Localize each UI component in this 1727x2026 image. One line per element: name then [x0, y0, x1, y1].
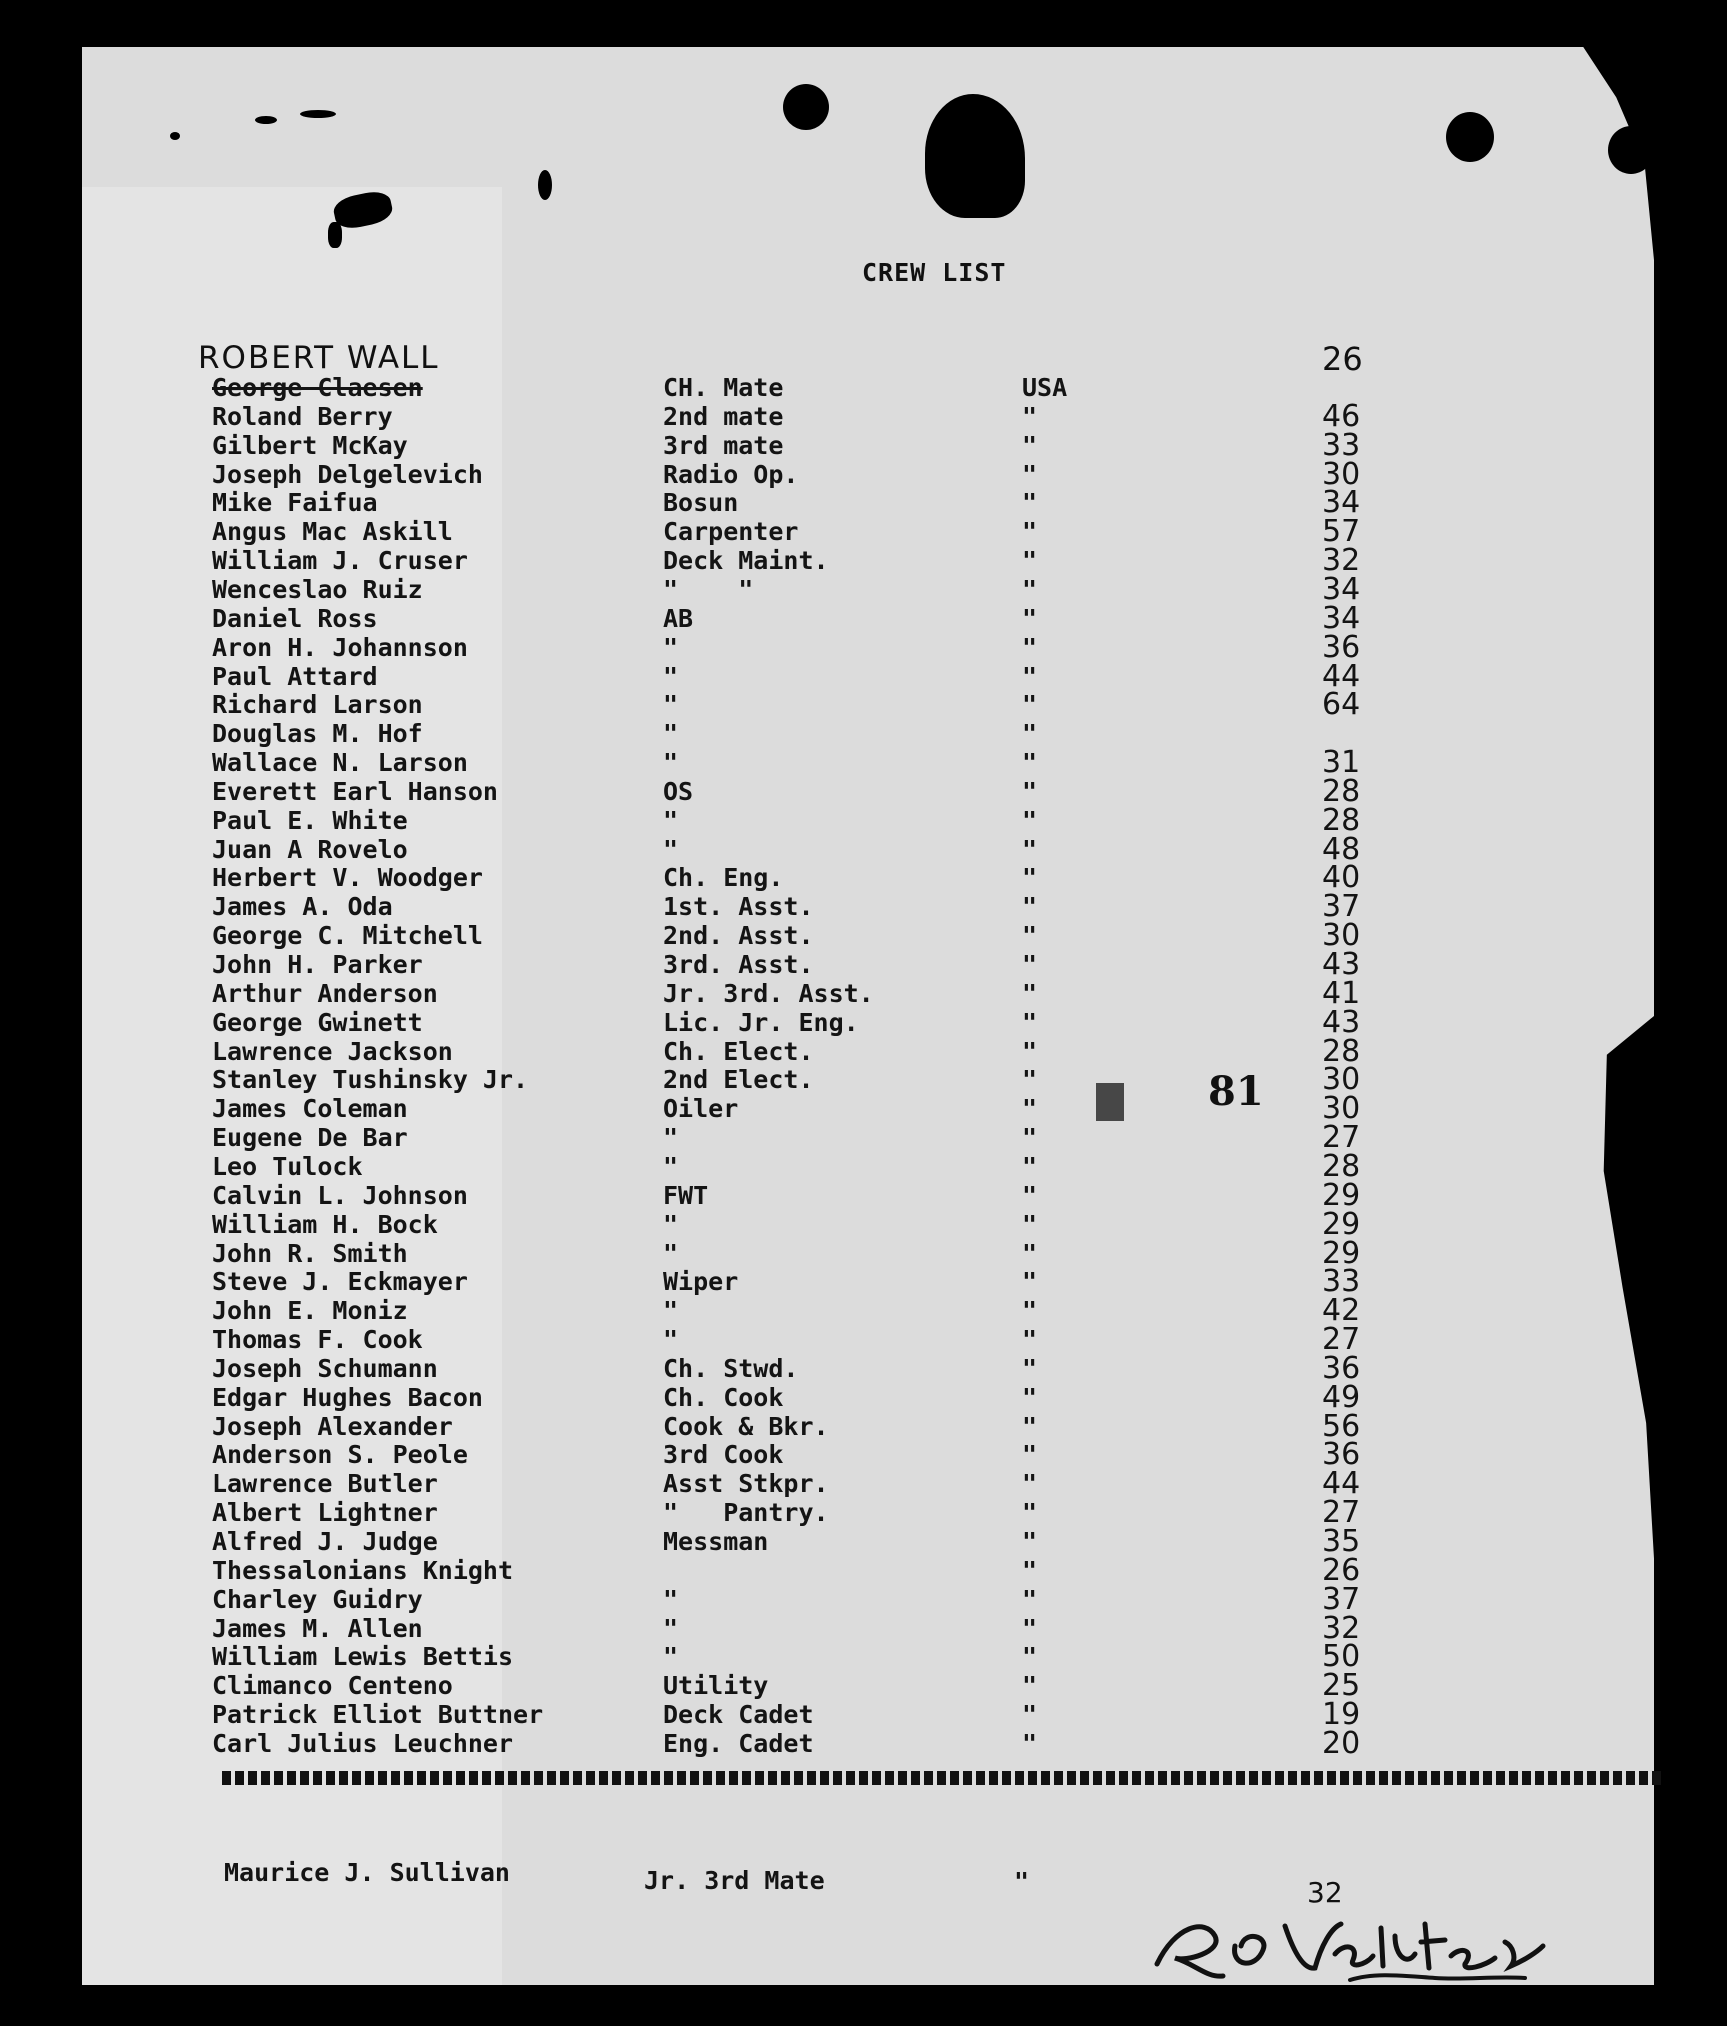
- crew-nationality: ": [1022, 834, 1038, 864]
- crew-age: 40: [1322, 860, 1361, 896]
- ink-blot: [925, 94, 1025, 218]
- crew-age: 27: [1322, 1120, 1361, 1156]
- crew-nationality: ": [1022, 661, 1038, 691]
- crew-row: [0, 1322, 1727, 1358]
- crew-age: 30: [1322, 1062, 1361, 1098]
- crew-nationality: ": [1022, 719, 1038, 749]
- crew-row: [0, 1725, 1727, 1761]
- crew-name: Daniel Ross: [212, 603, 378, 633]
- punch-hole: [1608, 126, 1654, 174]
- crew-row: [0, 1148, 1727, 1184]
- crew-name: Edgar Hughes Bacon: [212, 1382, 483, 1412]
- crew-age: 28: [1322, 1033, 1361, 1069]
- crew-nationality: ": [1022, 1296, 1038, 1326]
- crew-rating: Cook & Bkr.: [663, 1411, 829, 1441]
- crew-row: [0, 373, 1727, 402]
- crew-name: John H. Parker: [212, 950, 423, 979]
- crew-age: 25: [1322, 1668, 1361, 1704]
- crew-row: [0, 687, 1727, 723]
- crew-name: Douglas M. Hof: [212, 719, 423, 749]
- crew-rating: ": [663, 1325, 679, 1355]
- crew-rating: " ": [663, 574, 754, 604]
- crew-rating: ": [663, 1296, 679, 1326]
- crew-name: Angus Mac Askill: [212, 517, 453, 547]
- crew-name: Thessalonians Knight: [212, 1555, 514, 1585]
- crew-name: William Lewis Bettis: [212, 1642, 514, 1672]
- crew-name: Arthur Anderson: [212, 978, 438, 1008]
- crew-name: John R. Smith: [212, 1238, 408, 1268]
- crew-row: [0, 1524, 1727, 1559]
- crew-name: George C. Mitchell: [212, 921, 483, 951]
- crew-nationality: ": [1022, 546, 1038, 576]
- crew-row: [0, 1004, 1727, 1040]
- crew-name: Leo Tulock: [212, 1151, 363, 1181]
- crew-row: [0, 456, 1727, 492]
- crew-name: Charley Guidry: [212, 1584, 423, 1614]
- crew-rating: Ch. Cook: [663, 1382, 784, 1412]
- crew-age: 37: [1322, 1581, 1361, 1617]
- crew-age: 36: [1322, 1350, 1361, 1386]
- crew-name: James M. Allen: [212, 1613, 423, 1643]
- crew-nationality: ": [1022, 950, 1038, 979]
- footer-crew-nationality: ": [1014, 1867, 1030, 1896]
- crew-rating: " Pantry.: [663, 1498, 829, 1528]
- crew-name: Thomas F. Cook: [212, 1325, 423, 1355]
- crew-row: [0, 745, 1727, 781]
- crew-name: John E. Moniz: [212, 1296, 408, 1326]
- crew-age: 46: [1322, 398, 1361, 434]
- crew-name: Wallace N. Larson: [212, 748, 468, 778]
- crew-rating: Oiler: [663, 1094, 739, 1124]
- crew-nationality: ": [1022, 690, 1038, 720]
- crew-rating: 3rd mate: [663, 430, 784, 460]
- crew-nationality: ": [1022, 430, 1038, 460]
- crew-row: [0, 571, 1727, 607]
- crew-name: Aron H. Johannson: [212, 632, 468, 662]
- crew-row: [0, 773, 1727, 809]
- crew-nationality: ": [1022, 1642, 1038, 1672]
- crew-age: 36: [1322, 1437, 1361, 1473]
- crew-name: Steve J. Eckmayer: [212, 1267, 468, 1297]
- crew-name: Juan A Rovelo: [212, 834, 408, 864]
- crew-row: [0, 1206, 1727, 1242]
- crew-age: 48: [1322, 831, 1361, 867]
- crew-nationality: ": [1022, 1671, 1038, 1701]
- crew-rating: ": [663, 1613, 679, 1643]
- crew-row: [0, 1235, 1727, 1271]
- crew-rating: FWT: [663, 1180, 709, 1210]
- crew-age: 30: [1322, 456, 1361, 492]
- crew-nationality: ": [1022, 1700, 1038, 1730]
- crew-age: 32: [1322, 1610, 1361, 1646]
- crew-rating: Ch. Elect.: [663, 1036, 814, 1066]
- ink-speck: [255, 116, 277, 124]
- crew-nationality: ": [1022, 632, 1038, 662]
- crew-rating: Ch. Eng.: [663, 863, 784, 893]
- crew-age: 49: [1322, 1379, 1361, 1415]
- crew-age: 27: [1322, 1495, 1361, 1531]
- crew-row: [0, 485, 1727, 521]
- crew-age: 44: [1322, 1466, 1361, 1502]
- crew-name: James Coleman: [212, 1094, 408, 1124]
- crew-nationality: ": [1022, 1065, 1038, 1095]
- crew-row: [0, 1639, 1727, 1675]
- crew-rating: ": [663, 1642, 679, 1672]
- document-title: CREW LIST: [862, 258, 1007, 287]
- crew-age: 50: [1322, 1639, 1361, 1675]
- crew-row: [0, 1120, 1727, 1156]
- crew-age: 32: [1322, 543, 1361, 579]
- crew-rating: ": [663, 748, 679, 778]
- crew-rating: 3rd Cook: [663, 1440, 784, 1470]
- crew-nationality: ": [1022, 1728, 1038, 1758]
- crew-rating: Bosun: [663, 488, 739, 518]
- crew-row: [0, 1293, 1727, 1329]
- crew-nationality: ": [1022, 863, 1038, 893]
- crew-name: Paul E. White: [212, 805, 408, 835]
- crew-row: [0, 947, 1727, 982]
- crew-nationality: ": [1022, 1584, 1038, 1614]
- master-signature: [1145, 1906, 1565, 1988]
- punch-hole: [783, 84, 829, 130]
- crew-nationality: ": [1022, 1469, 1038, 1499]
- ink-speck: [538, 170, 552, 200]
- crew-rating: ": [663, 805, 679, 835]
- crew-age: 57: [1322, 514, 1361, 550]
- crew-age: 41: [1322, 975, 1361, 1011]
- crew-age: 27: [1322, 1322, 1361, 1358]
- crew-age: 43: [1322, 1004, 1361, 1040]
- footer-crew-rating: Jr. 3rd Mate: [644, 1866, 825, 1895]
- crew-nationality: ": [1022, 1094, 1038, 1124]
- crew-nationality: USA: [1022, 373, 1068, 402]
- crew-name: George Claesen: [212, 373, 423, 402]
- crew-name: Anderson S. Peole: [212, 1440, 468, 1470]
- crew-row: [0, 1495, 1727, 1531]
- crew-row: [0, 889, 1727, 925]
- crew-row: [0, 1264, 1727, 1300]
- crew-rating: ": [663, 1584, 679, 1614]
- crew-rating: Utility: [663, 1671, 769, 1701]
- crew-name: Stanley Tushinsky Jr.: [212, 1065, 529, 1095]
- crew-nationality: ": [1022, 1613, 1038, 1643]
- crew-name: Roland Berry: [212, 401, 393, 431]
- crew-age: 26: [1322, 1552, 1361, 1588]
- crew-age: 29: [1322, 1235, 1361, 1271]
- crew-row: [0, 918, 1727, 954]
- stamp-number: 81: [1208, 1068, 1264, 1115]
- crew-name: Eugene De Bar: [212, 1123, 408, 1153]
- dotted-separator: [222, 1771, 1662, 1785]
- crew-name: Lawrence Butler: [212, 1469, 438, 1499]
- crew-name: Patrick Elliot Buttner: [212, 1700, 544, 1730]
- crew-name: Climanco Centeno: [212, 1671, 453, 1701]
- crew-nationality: ": [1022, 1440, 1038, 1470]
- crew-row: [0, 1668, 1727, 1704]
- crew-row: [0, 1697, 1727, 1733]
- crew-rating: 3rd. Asst.: [663, 950, 814, 979]
- crew-name: James A. Oda: [212, 892, 393, 922]
- crew-age: 19: [1322, 1697, 1361, 1733]
- crew-rating: Eng. Cadet: [663, 1728, 814, 1758]
- crew-age: 33: [1322, 427, 1361, 463]
- crew-age: 28: [1322, 802, 1361, 838]
- handwritten-name: ROBERT WALL: [198, 340, 440, 376]
- crew-name: Alfred J. Judge: [212, 1527, 438, 1556]
- crew-rating: ": [663, 834, 679, 864]
- crew-rating: Deck Maint.: [663, 546, 829, 576]
- crew-age: 20: [1322, 1725, 1361, 1761]
- crew-name: Paul Attard: [212, 661, 378, 691]
- crew-nationality: ": [1022, 1498, 1038, 1528]
- crew-age: 28: [1322, 1148, 1361, 1184]
- crew-nationality: ": [1022, 1325, 1038, 1355]
- crew-name: Albert Lightner: [212, 1498, 438, 1528]
- crew-row: [0, 1350, 1727, 1386]
- crew-row: [0, 1466, 1727, 1502]
- crew-age: 33: [1322, 1264, 1361, 1300]
- crew-row: [0, 600, 1727, 636]
- crew-row: [0, 1379, 1727, 1415]
- crew-age: 44: [1322, 658, 1361, 694]
- crew-age: 35: [1322, 1524, 1361, 1559]
- crew-row: [0, 1062, 1727, 1098]
- crew-name: Wenceslao Ruiz: [212, 574, 423, 604]
- crew-name: William H. Bock: [212, 1209, 438, 1239]
- crew-nationality: ": [1022, 978, 1038, 1008]
- crew-row: [0, 629, 1727, 665]
- crew-name: Joseph Delgelevich: [212, 459, 483, 489]
- crew-age: 37: [1322, 889, 1361, 925]
- crew-row: [0, 975, 1727, 1011]
- crew-row: [0, 1552, 1727, 1588]
- crew-rating: Jr. 3rd. Asst.: [663, 978, 874, 1008]
- crew-rating: Asst Stkpr.: [663, 1469, 829, 1499]
- crew-rating: ": [663, 1123, 679, 1153]
- crew-rating: OS: [663, 776, 694, 806]
- crew-nationality: ": [1022, 1267, 1038, 1297]
- ink-speck: [300, 110, 336, 118]
- crew-rating: ": [663, 1238, 679, 1268]
- crew-row: [0, 1033, 1727, 1069]
- crew-age: 56: [1322, 1408, 1361, 1444]
- crew-rating: 1st. Asst.: [663, 892, 814, 922]
- ink-speck: [170, 132, 180, 140]
- punch-hole: [1446, 112, 1494, 162]
- crew-age: 28: [1322, 773, 1361, 809]
- crew-rating: Lic. Jr. Eng.: [663, 1007, 859, 1037]
- crew-row: [0, 802, 1727, 838]
- crew-age: 64: [1322, 687, 1361, 723]
- crew-age: 34: [1322, 571, 1361, 607]
- crew-row: [0, 1581, 1727, 1617]
- crew-rating: CH. Mate: [663, 373, 784, 402]
- crew-nationality: ": [1022, 1209, 1038, 1239]
- crew-nationality: ": [1022, 1151, 1038, 1181]
- crew-nationality: ": [1022, 921, 1038, 951]
- crew-nationality: ": [1022, 1382, 1038, 1412]
- crew-nationality: ": [1022, 748, 1038, 778]
- crew-name: Mike Faifua: [212, 488, 378, 518]
- crew-rating: Carpenter: [663, 517, 799, 547]
- crew-row: [0, 427, 1727, 463]
- crew-row: [0, 719, 1727, 748]
- footer-crew-age: 32: [1307, 1876, 1343, 1909]
- crew-age: 42: [1322, 1293, 1361, 1329]
- crew-name: Everett Earl Hanson: [212, 776, 498, 806]
- crew-nationality: ": [1022, 892, 1038, 922]
- crew-name: Joseph Schumann: [212, 1353, 438, 1383]
- crew-age: 29: [1322, 1206, 1361, 1242]
- crew-nationality: ": [1022, 1123, 1038, 1153]
- ink-blot: [328, 222, 342, 248]
- crew-row: [0, 514, 1727, 550]
- crew-name: Herbert V. Woodger: [212, 863, 483, 893]
- crew-age: 34: [1322, 600, 1361, 636]
- crew-nationality: ": [1022, 1555, 1038, 1585]
- crew-rating: ": [663, 1209, 679, 1239]
- footer-crew-name: Maurice J. Sullivan: [224, 1858, 510, 1887]
- crew-row: [0, 1177, 1727, 1213]
- crew-name: Gilbert McKay: [212, 430, 408, 460]
- crew-age: 31: [1322, 745, 1361, 781]
- crew-name: Carl Julius Leuchner: [212, 1728, 514, 1758]
- crew-rating: 2nd. Asst.: [663, 921, 814, 951]
- crew-row: [0, 1610, 1727, 1646]
- crew-row: [0, 398, 1727, 434]
- crew-nationality: ": [1022, 603, 1038, 633]
- crew-row: [0, 860, 1727, 896]
- crew-row: [0, 658, 1727, 694]
- crew-rating: ": [663, 661, 679, 691]
- crew-name: Richard Larson: [212, 690, 423, 720]
- crew-name: George Gwinett: [212, 1007, 423, 1037]
- crew-nationality: ": [1022, 1527, 1038, 1556]
- crew-rating: Radio Op.: [663, 459, 799, 489]
- crew-row: [0, 543, 1727, 579]
- crew-row: [0, 1437, 1727, 1473]
- crew-nationality: ": [1022, 517, 1038, 547]
- crew-name: Calvin L. Johnson: [212, 1180, 468, 1210]
- crew-rating: ": [663, 719, 679, 749]
- crew-nationality: ": [1022, 401, 1038, 431]
- crew-nationality: ": [1022, 776, 1038, 806]
- crew-rating: 2nd mate: [663, 401, 784, 431]
- crew-rating: AB: [663, 603, 694, 633]
- crew-nationality: ": [1022, 459, 1038, 489]
- crew-age: 43: [1322, 947, 1361, 982]
- crew-age: 30: [1322, 1091, 1361, 1127]
- crew-nationality: ": [1022, 488, 1038, 518]
- crew-nationality: ": [1022, 1180, 1038, 1210]
- crew-age: 30: [1322, 918, 1361, 954]
- crew-name: William J. Cruser: [212, 546, 468, 576]
- crew-nationality: ": [1022, 1353, 1038, 1383]
- crew-rating: ": [663, 690, 679, 720]
- crew-row: [0, 1408, 1727, 1444]
- crew-age: 29: [1322, 1177, 1361, 1213]
- crew-age: 36: [1322, 629, 1361, 665]
- crew-name: Lawrence Jackson: [212, 1036, 453, 1066]
- crew-row: [0, 831, 1727, 867]
- crew-nationality: ": [1022, 1007, 1038, 1037]
- crew-rating: ": [663, 632, 679, 662]
- crew-nationality: ": [1022, 805, 1038, 835]
- handwritten-age: 26: [1322, 340, 1363, 378]
- crew-nationality: ": [1022, 1411, 1038, 1441]
- crew-rating: Deck Cadet: [663, 1700, 814, 1730]
- crew-rating: ": [663, 1151, 679, 1181]
- crew-nationality: ": [1022, 1238, 1038, 1268]
- crew-age: 34: [1322, 485, 1361, 521]
- crew-rating: 2nd Elect.: [663, 1065, 814, 1095]
- crew-rating: Ch. Stwd.: [663, 1353, 799, 1383]
- crew-nationality: ": [1022, 1036, 1038, 1066]
- crew-rating: Messman: [663, 1527, 769, 1556]
- crew-nationality: ": [1022, 574, 1038, 604]
- crew-rating: Wiper: [663, 1267, 739, 1297]
- crew-name: Joseph Alexander: [212, 1411, 453, 1441]
- stamp-smudge: [1096, 1083, 1124, 1121]
